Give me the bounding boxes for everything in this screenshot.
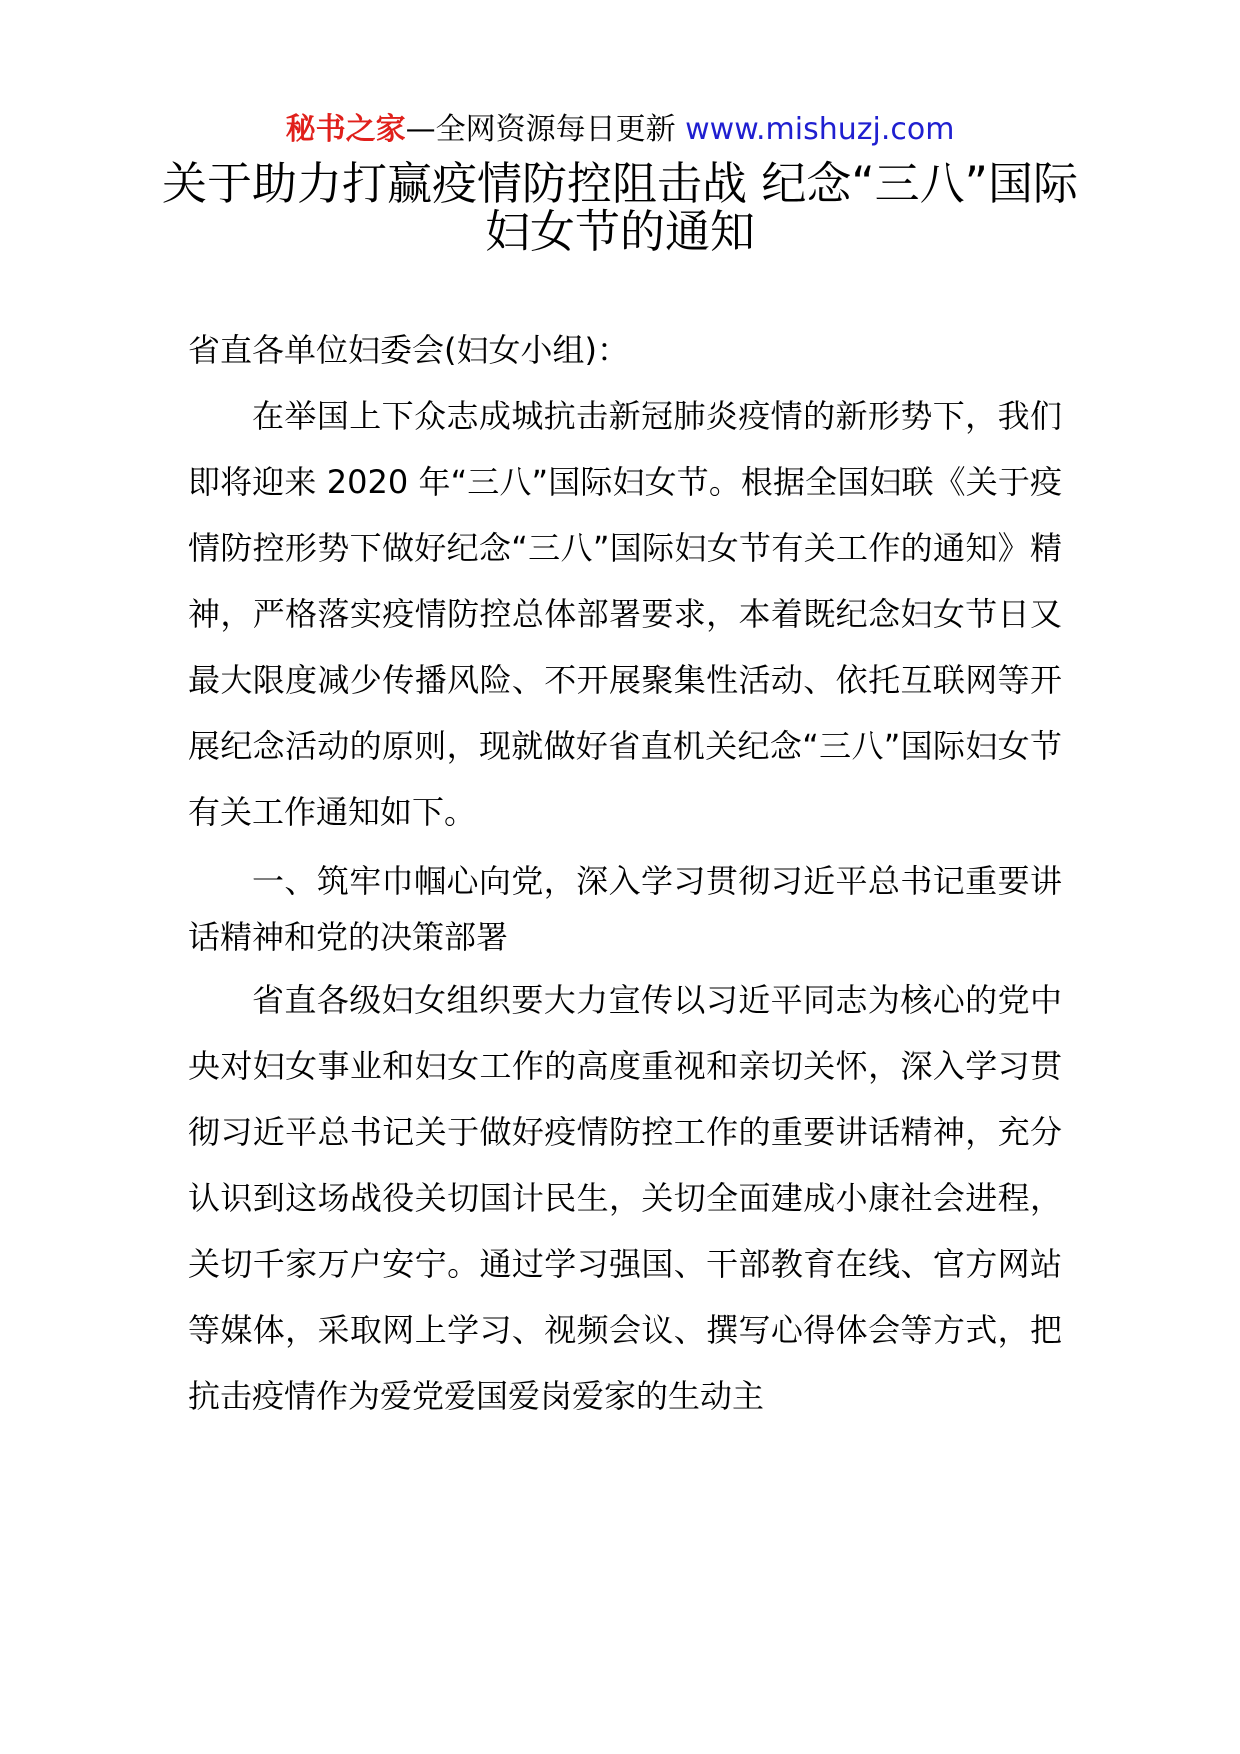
- site-banner: [0, 108, 1240, 152]
- paragraph-section-1: 省直各级妇女组织要大力宣传以习近平同志为核心的党中央对妇女事业和妇女工作的高度重视和亲切关怀，深入学习贯彻习近平总书记关于做好疫情防控工作的重要讲话精神，充分认识到这场战役关切国计民生，关切全面建成小康社会进程，关切千家万户安宁。通过学习强国、干部教育在线、官方网站等媒体，采取网上学习、视频会议、撰写心得体会等方式，把抗击疫情作为爱党爱国爱岗爱家的生动主: [188, 981, 1062, 1415]
- paragraph-intro: 在举国上下众志成城抗击新冠肺炎疫情的新形势下，我们即将迎来 2020 年“三八”国际妇女节。根据全国妇联《关于疫情防控形势下做好纪念“三八”国际妇女节有关工作的通知》精神，严格落实疫情防控总体部署要求，本着既纪念妇女节日又最大限度减少传播风险、不开展聚集性活动、依托互联网等开展纪念活动的原则，现就做好省直机关纪念“三八”国际妇女节有关工作通知如下。: [188, 397, 1062, 831]
- salutation: 省直各单位妇委会(妇女小组)：: [188, 331, 629, 369]
- document-title: 关于助力打赢疫情防控阻击战 纪念“三八”国际妇女节的通知: [162, 157, 1078, 258]
- banner-tagline: —全网资源每日更新: [405, 112, 686, 147]
- document-body: [188, 317, 1062, 1429]
- section-heading-1: 一、筑牢巾帼心向党，深入学习贯彻习近平总书记重要讲话精神和党的决策部署: [188, 862, 1062, 956]
- site-url[interactable]: www.mishuzj.com: [685, 112, 955, 147]
- brand-name: 秘书之家: [285, 112, 406, 147]
